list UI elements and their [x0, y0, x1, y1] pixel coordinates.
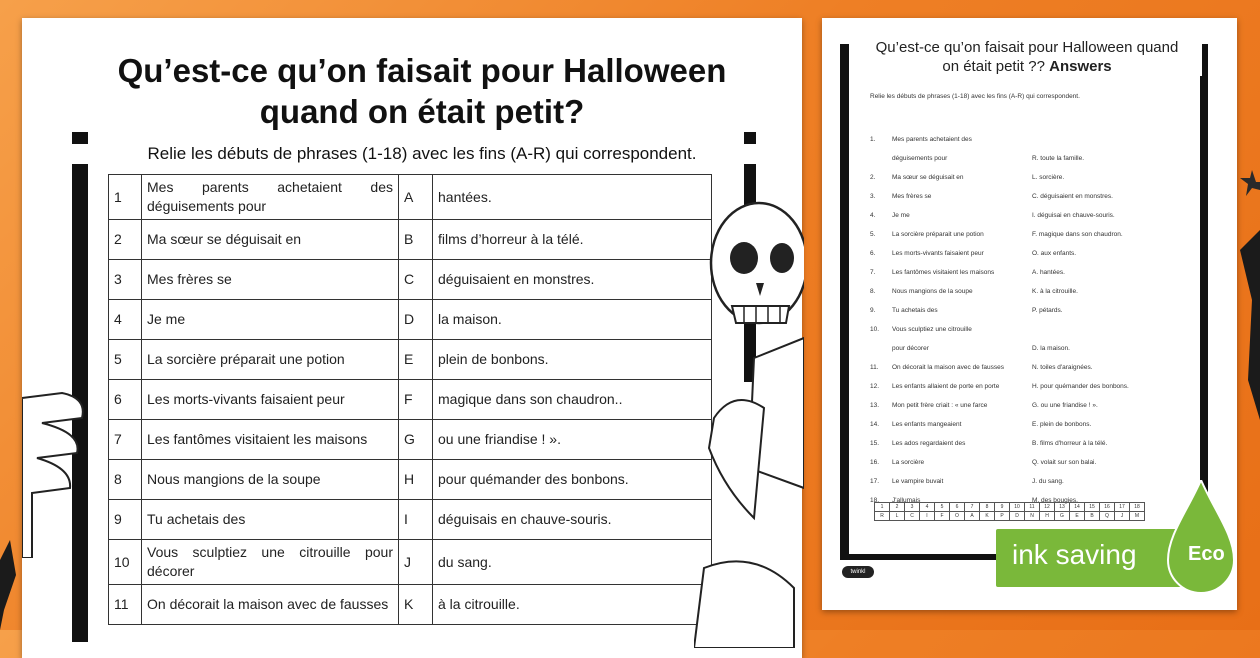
eco-drop-icon	[1166, 480, 1236, 600]
answer-number: 4.	[870, 212, 876, 219]
answer-start: Les ados regardaient des	[892, 440, 966, 447]
decorative-border-right	[1200, 44, 1208, 514]
answer-end: D. la maison.	[1032, 345, 1070, 352]
sentence-end: déguisaient en monstres.	[433, 260, 712, 300]
answer-number: 5.	[870, 231, 876, 238]
answers-label: Answers	[1049, 58, 1112, 75]
answer-start: Mes parents achetaient des	[892, 136, 972, 143]
table-row	[109, 220, 712, 260]
answer-number: 3.	[870, 193, 876, 200]
row-letter: D	[399, 300, 433, 340]
table-row	[109, 500, 712, 540]
grid-number-cell: 3	[905, 503, 920, 512]
answer-start: La sorcière préparait une potion	[892, 231, 984, 238]
grid-letter-cell: O	[950, 512, 965, 521]
answer-row	[870, 212, 1115, 219]
grid-letter-cell: J	[1115, 512, 1130, 521]
grid-number-cell: 13	[1055, 503, 1070, 512]
title-line-1: Qu’est-ce qu’on faisait pour Halloween	[117, 52, 727, 89]
answer-number: 9.	[870, 307, 876, 314]
answer-end: G. ou une friandise ! ».	[1032, 402, 1098, 409]
skeleton-hand-illustration	[22, 388, 92, 558]
tree-silhouette-right	[1240, 230, 1260, 420]
grid-number-cell: 14	[1070, 503, 1085, 512]
answer-end: K. à la citrouille.	[1032, 288, 1078, 295]
star-icon	[1240, 170, 1260, 196]
answer-row	[870, 459, 1096, 466]
sentence-start: Ma sœur se déguisait en	[142, 220, 399, 260]
grid-number-cell: 16	[1100, 503, 1115, 512]
answer-row	[870, 307, 1063, 314]
answer-number: 14.	[870, 421, 880, 428]
answer-number: 1.	[870, 136, 876, 143]
answer-start: Ma sœur se déguisait en	[892, 174, 964, 181]
row-letter: I	[399, 500, 433, 540]
answer-grid	[874, 502, 1145, 521]
answers-instruction: Relie les débuts de phrases (1-18) avec les fins (A-R) qui correspondent.	[870, 93, 1080, 100]
table-row	[109, 380, 712, 420]
answer-end: L. sorcière.	[1032, 174, 1065, 181]
grid-letter-cell: M	[1130, 512, 1145, 521]
sentence-start: Vous sculptiez une citrouille pour décorer	[142, 540, 399, 585]
sentence-end: plein de bonbons.	[433, 340, 712, 380]
answer-start: Les fantômes visitaient les maisons	[892, 269, 995, 276]
answer-number: 17.	[870, 478, 880, 485]
row-letter: C	[399, 260, 433, 300]
answer-number: 6.	[870, 250, 876, 257]
sentence-end: à la citrouille.	[433, 585, 712, 625]
grid-letter-cell: E	[1070, 512, 1085, 521]
decorative-border-left	[72, 82, 88, 642]
row-letter: G	[399, 420, 433, 460]
answer-end: Q. volait sur son balai.	[1032, 459, 1097, 466]
row-letter: E	[399, 340, 433, 380]
answer-start: Nous mangions de la soupe	[892, 288, 973, 295]
answer-number: 10.	[870, 326, 880, 333]
row-number: 6	[109, 380, 142, 420]
skeleton-illustration	[694, 188, 804, 648]
row-letter: J	[399, 540, 433, 585]
worksheet-page	[22, 18, 802, 658]
sentence-end: déguisais en chauve-souris.	[433, 500, 712, 540]
answer-row	[870, 345, 1070, 352]
answer-end: P. pétards.	[1032, 307, 1063, 314]
table-row	[109, 420, 712, 460]
answer-start: Les enfants mangeaient	[892, 421, 962, 428]
table-row	[109, 340, 712, 380]
row-letter: K	[399, 585, 433, 625]
table-row	[109, 260, 712, 300]
answer-row	[870, 326, 1032, 333]
sentence-start: Les fantômes visitaient les maisons	[142, 420, 399, 460]
answer-row	[870, 136, 1032, 143]
grid-letter-cell: B	[1085, 512, 1100, 521]
grid-letter-cell: I	[920, 512, 935, 521]
table-row	[109, 300, 712, 340]
table-row	[109, 540, 712, 585]
sentence-end: magique dans son chaudron..	[433, 380, 712, 420]
branch-silhouette-left	[0, 540, 16, 630]
grid-letter-cell: F	[935, 512, 950, 521]
row-number: 5	[109, 340, 142, 380]
answer-row	[870, 269, 1065, 276]
row-number: 2	[109, 220, 142, 260]
sentence-start: Mes parents achetaient des déguisements pour	[142, 175, 399, 220]
answer-number: 13.	[870, 402, 880, 409]
answer-number: 11.	[870, 364, 879, 371]
matching-table	[108, 174, 712, 625]
answer-row	[870, 174, 1064, 181]
grid-number-cell: 9	[995, 503, 1010, 512]
grid-letter-cell: C	[905, 512, 920, 521]
grid-number-cell: 12	[1040, 503, 1055, 512]
answer-row	[870, 250, 1076, 257]
sentence-start: On décorait la maison avec de fausses	[142, 585, 399, 625]
answer-row	[870, 478, 1064, 485]
sentence-end: pour quémander des bonbons.	[433, 460, 712, 500]
grid-letter-cell: R	[875, 512, 890, 521]
title-line-2: quand on était petit?	[259, 93, 585, 130]
answer-end: R. toute la famille.	[1032, 155, 1085, 162]
grid-number-cell: 1	[875, 503, 890, 512]
answer-end: O. aux enfants.	[1032, 250, 1077, 257]
answer-number: 12.	[870, 383, 880, 390]
answer-start: Les enfants allaient de porte en porte	[892, 383, 1000, 390]
answer-end: J. du sang.	[1032, 478, 1064, 485]
answer-number: 7.	[870, 269, 876, 276]
answer-row	[870, 383, 1129, 390]
ink-saving-label: ink saving	[1012, 539, 1137, 570]
sentence-start: La sorcière préparait une potion	[142, 340, 399, 380]
answer-number: 16.	[870, 459, 880, 466]
answer-number: 15.	[870, 440, 880, 447]
grid-number-cell: 18	[1130, 503, 1145, 512]
row-number: 1	[109, 175, 142, 220]
row-number: 8	[109, 460, 142, 500]
answer-start: Le vampire buvait	[892, 478, 944, 485]
worksheet-title	[62, 50, 782, 132]
row-number: 7	[109, 420, 142, 460]
answer-start: On décorait la maison avec de fausses	[892, 364, 1005, 371]
grid-letter-cell: Q	[1100, 512, 1115, 521]
grid-number-cell: 2	[890, 503, 905, 512]
table-row	[109, 175, 712, 220]
grid-letter-cell: A	[965, 512, 980, 521]
row-number: 9	[109, 500, 142, 540]
row-letter: F	[399, 380, 433, 420]
answer-end: N. toiles d'araignées.	[1032, 364, 1093, 371]
answer-end: M. des bougies.	[1032, 497, 1078, 504]
sentence-end: la maison.	[433, 300, 712, 340]
grid-number-cell: 5	[935, 503, 950, 512]
answer-number: 18.	[870, 497, 880, 504]
answer-end: F. magique dans son chaudron.	[1032, 231, 1123, 238]
answers-title	[852, 38, 1202, 76]
answer-end: C. déguisaient en monstres.	[1032, 193, 1113, 200]
row-number: 10	[109, 540, 142, 585]
grid-number-cell: 8	[980, 503, 995, 512]
grid-number-cell: 7	[965, 503, 980, 512]
row-number: 3	[109, 260, 142, 300]
answer-end: I. déguisai en chauve-souris.	[1032, 212, 1115, 219]
sentence-end: du sang.	[433, 540, 712, 585]
worksheet-instruction: Relie les débuts de phrases (1-18) avec les fins (A-R) qui correspondent.	[62, 144, 782, 164]
grid-letter-cell: H	[1040, 512, 1055, 521]
answer-start: Tu achetais des	[892, 307, 938, 314]
answer-start: Mon petit frère criait : « une farce	[892, 402, 988, 409]
sentence-start: Nous mangions de la soupe	[142, 460, 399, 500]
eco-label: Eco	[1188, 543, 1225, 565]
answer-start: Mes frères se	[892, 193, 932, 200]
answer-row	[870, 364, 1093, 371]
answer-row	[870, 288, 1078, 295]
grid-letter-cell: G	[1055, 512, 1070, 521]
grid-number-cell: 17	[1115, 503, 1130, 512]
answer-start: Les morts-vivants faisaient peur	[892, 250, 984, 257]
answer-number: 2.	[870, 174, 876, 181]
answer-start: J'allumais	[892, 497, 921, 504]
sentence-start: Je me	[142, 300, 399, 340]
row-letter: A	[399, 175, 433, 220]
answer-row	[870, 440, 1107, 447]
sentence-start: Mes frères se	[142, 260, 399, 300]
grid-number-cell: 10	[1010, 503, 1025, 512]
answers-title-line-2: on était petit ??	[942, 58, 1045, 75]
answer-start: pour décorer	[892, 345, 929, 352]
row-letter: B	[399, 220, 433, 260]
table-row	[109, 585, 712, 625]
sentence-end: films d’horreur à la télé.	[433, 220, 712, 260]
grid-number-cell: 6	[950, 503, 965, 512]
grid-letter-cell: P	[995, 512, 1010, 521]
row-number: 11	[109, 585, 142, 625]
answer-row	[870, 421, 1091, 428]
answer-end: H. pour quémander des bonbons.	[1032, 383, 1129, 390]
grid-letter-cell: K	[980, 512, 995, 521]
row-number: 4	[109, 300, 142, 340]
grid-letter-cell: D	[1010, 512, 1025, 521]
sentence-start: Les morts-vivants faisaient peur	[142, 380, 399, 420]
answer-end: A. hantées.	[1032, 269, 1065, 276]
answer-start: La sorcière	[892, 459, 925, 466]
sentence-start: Tu achetais des	[142, 500, 399, 540]
grid-letter-cell: N	[1025, 512, 1040, 521]
grid-letter-cell: L	[890, 512, 905, 521]
answer-start: Je me	[892, 212, 910, 219]
answer-row	[870, 231, 1123, 238]
twinkl-logo: twinkl	[842, 566, 874, 578]
answers-title-line-1: Qu’est-ce qu’on faisait pour Halloween quand	[875, 39, 1179, 56]
decorative-border-left	[840, 44, 849, 560]
grid-number-cell: 4	[920, 503, 935, 512]
sentence-end: ou une friandise ! ».	[433, 420, 712, 460]
answer-start: déguisements pour	[892, 155, 948, 162]
answer-number: 8.	[870, 288, 876, 295]
table-row	[109, 460, 712, 500]
answer-row	[870, 193, 1113, 200]
answer-start: Vous sculptiez une citrouille	[892, 326, 972, 333]
grid-number-cell: 11	[1025, 503, 1040, 512]
sentence-end: hantées.	[433, 175, 712, 220]
answer-row	[870, 155, 1084, 162]
answer-row	[870, 402, 1098, 409]
answer-end: E. plein de bonbons.	[1032, 421, 1092, 428]
grid-number-cell: 15	[1085, 503, 1100, 512]
row-letter: H	[399, 460, 433, 500]
answer-end: B. films d'horreur à la télé.	[1032, 440, 1108, 447]
